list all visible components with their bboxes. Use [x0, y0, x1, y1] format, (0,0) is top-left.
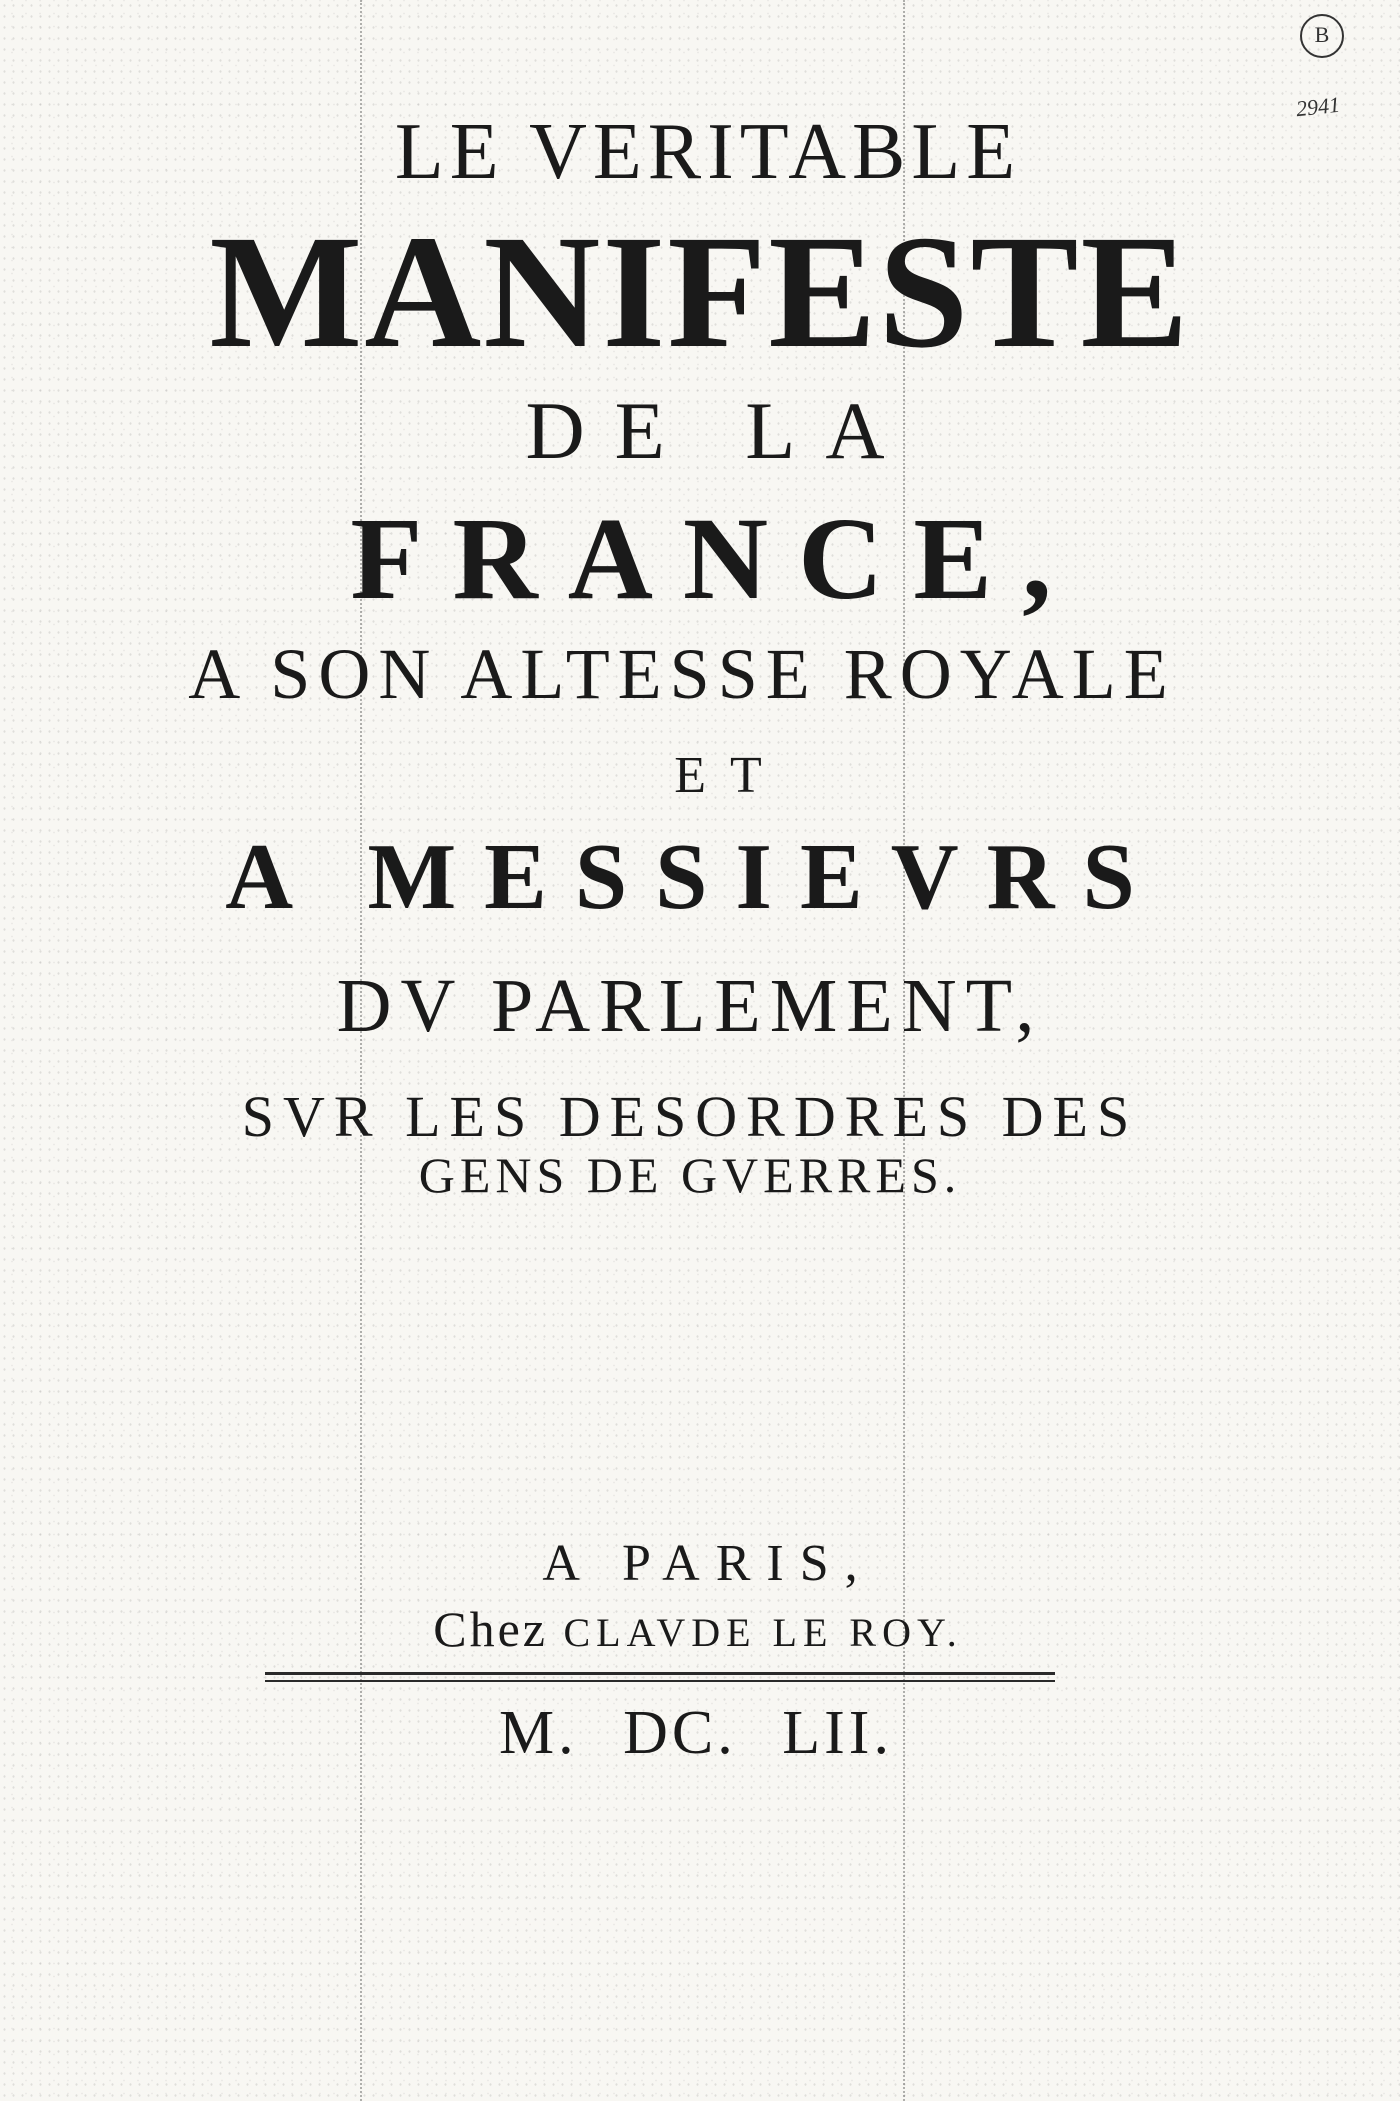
title-line-parlement: DV PARLEMENT,: [336, 964, 1044, 1048]
ornamental-rule-top: [265, 1672, 1055, 1675]
shelfmark: 2941: [1294, 91, 1342, 122]
title-line-france: FRANCE,: [350, 493, 1082, 624]
title-line-altesse-royale: A SON ALTESSE ROYALE: [188, 634, 1176, 714]
title-line-le-veritable: LE VERITABLE: [394, 108, 1022, 196]
imprint-printer-prefix: Chez: [433, 1601, 564, 1657]
imprint-year: M. DC. LII.: [499, 1699, 893, 1767]
title-line-desordres: SVR LES DESORDRES DES: [241, 1084, 1139, 1149]
title-line-de-la: DE LA: [525, 385, 915, 476]
title-line-et: ET: [674, 747, 786, 804]
title-line-manifeste: MANIFESTE: [209, 203, 1191, 382]
library-stamp: B: [1300, 14, 1344, 58]
title-line-messieurs: A MESSIEVRS: [225, 825, 1163, 929]
imprint-place: A PARIS,: [542, 1535, 874, 1592]
imprint-printer-name: CLAVDE LE ROY.: [563, 1610, 963, 1655]
imprint-printer: [0, 1601, 1398, 1657]
ornamental-rule-bottom: [265, 1680, 1055, 1682]
title-line-gens-de-guerres: GENS DE GVERRES.: [418, 1147, 962, 1203]
